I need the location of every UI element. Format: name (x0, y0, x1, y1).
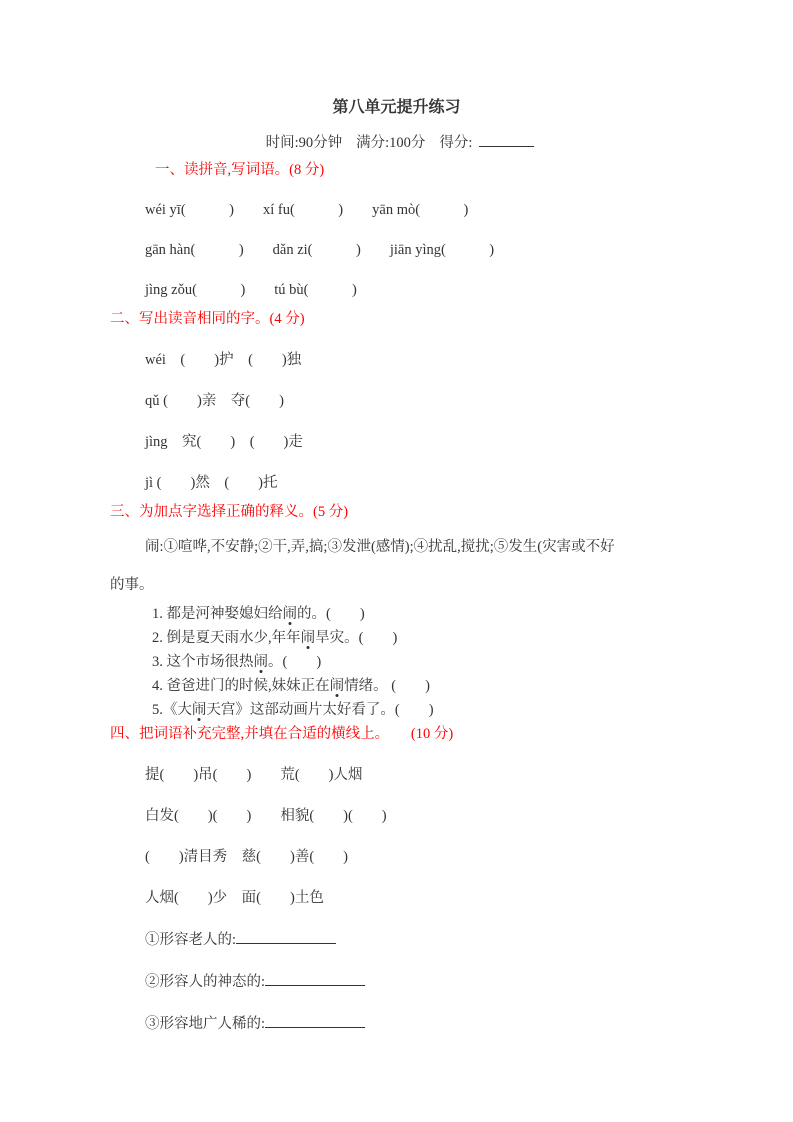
item-text: 5.《大 (152, 702, 192, 718)
definitions-intro-line: 闹:①喧哗,不安静;②干,弄,搞;③发泄(感情);④扰乱,搅扰;⑤发生(灾害或不好 (145, 539, 615, 555)
pinyin-line: wéi yī( ) xí fu( ) yān mò( ) (145, 202, 469, 218)
definitions-intro-continuation: 的事。 (110, 577, 154, 593)
question-item (152, 677, 718, 696)
emphasized-char: 闹 (300, 630, 316, 646)
item-text: 1. 都是河神娶媳妇给 (152, 606, 283, 622)
question-item (152, 629, 718, 648)
section-two-heading: 二、写出读音相同的字。(4 分) (110, 311, 305, 327)
fill-label: ①形容老人的: (145, 932, 237, 948)
meta-line (0, 133, 793, 153)
meta-score-label: 得分: (439, 135, 473, 151)
emphasized-char: 闹 (282, 606, 297, 622)
fill-label: ②形容人的神态的: (145, 974, 266, 990)
answer-blank (236, 930, 336, 944)
section-homophones (110, 310, 718, 493)
answer-blank (265, 1014, 365, 1028)
word-completion-line: 人烟( )少 面( )土色 (145, 890, 324, 906)
section-definitions (110, 503, 718, 720)
word-completion-line: ( )清目秀 慈( )善( ) (145, 849, 348, 865)
meta-full-score: 满分:100分 (356, 135, 426, 151)
emphasized-char: 闹 (329, 678, 345, 694)
item-text: 旱灾。( ) (315, 630, 398, 646)
pinyin-line: gān hàn( ) dǎn zi( ) jiān yìng( ) (145, 242, 495, 258)
worksheet-content (0, 161, 793, 1034)
section-three-heading: 三、为加点字选择正确的释义。(5 分) (110, 504, 349, 520)
fill-line (145, 930, 718, 950)
item-text: 天宫》这部动画片太好看了。( ) (206, 702, 434, 718)
pinyin-line: jìng zǒu( ) tú bù( ) (145, 282, 357, 298)
emphasized-char: 闹 (253, 654, 268, 670)
section-four-heading: 四、把词语补充完整,并填在合适的横线上。 (10 分) (110, 726, 454, 742)
homophone-line: wéi ( )护 ( )独 (145, 352, 302, 368)
homophone-line: jìng 究( ) ( )走 (145, 434, 303, 450)
item-text: 4. 爸爸进门的时候,妹妹正在 (152, 678, 330, 694)
fill-line (145, 972, 718, 992)
item-text: 2. 倒是夏天雨水少,年年 (152, 630, 301, 646)
homophone-line: jì ( )然 ( )托 (145, 475, 278, 491)
meta-time: 时间:90分钟 (265, 135, 343, 151)
section-complete-words (110, 725, 718, 1034)
item-text: 。( ) (268, 654, 322, 670)
question-item (152, 605, 718, 624)
answer-blank (265, 972, 365, 986)
score-blank (479, 133, 534, 147)
section-pinyin (110, 161, 718, 300)
fill-label: ③形容地广人稀的: (145, 1016, 266, 1032)
item-text: 情绪。 ( ) (344, 678, 430, 694)
page-title: 第八单元提升练习 (332, 99, 461, 116)
emphasized-char: 闹 (191, 702, 207, 718)
section-one-heading: 一、读拼音,写词语。(8 分) (155, 162, 325, 178)
item-text: 的。( ) (297, 606, 365, 622)
word-completion-line: 提( )吊( ) 荒( )人烟 (145, 767, 363, 783)
fill-line (145, 1014, 718, 1034)
question-item (152, 701, 718, 720)
item-text: 3. 这个市场很热 (152, 654, 254, 670)
homophone-line: qǔ ( )亲 夺( ) (145, 393, 284, 409)
question-item (152, 653, 718, 672)
word-completion-line: 白发( )( ) 相貌( )( ) (145, 808, 387, 824)
